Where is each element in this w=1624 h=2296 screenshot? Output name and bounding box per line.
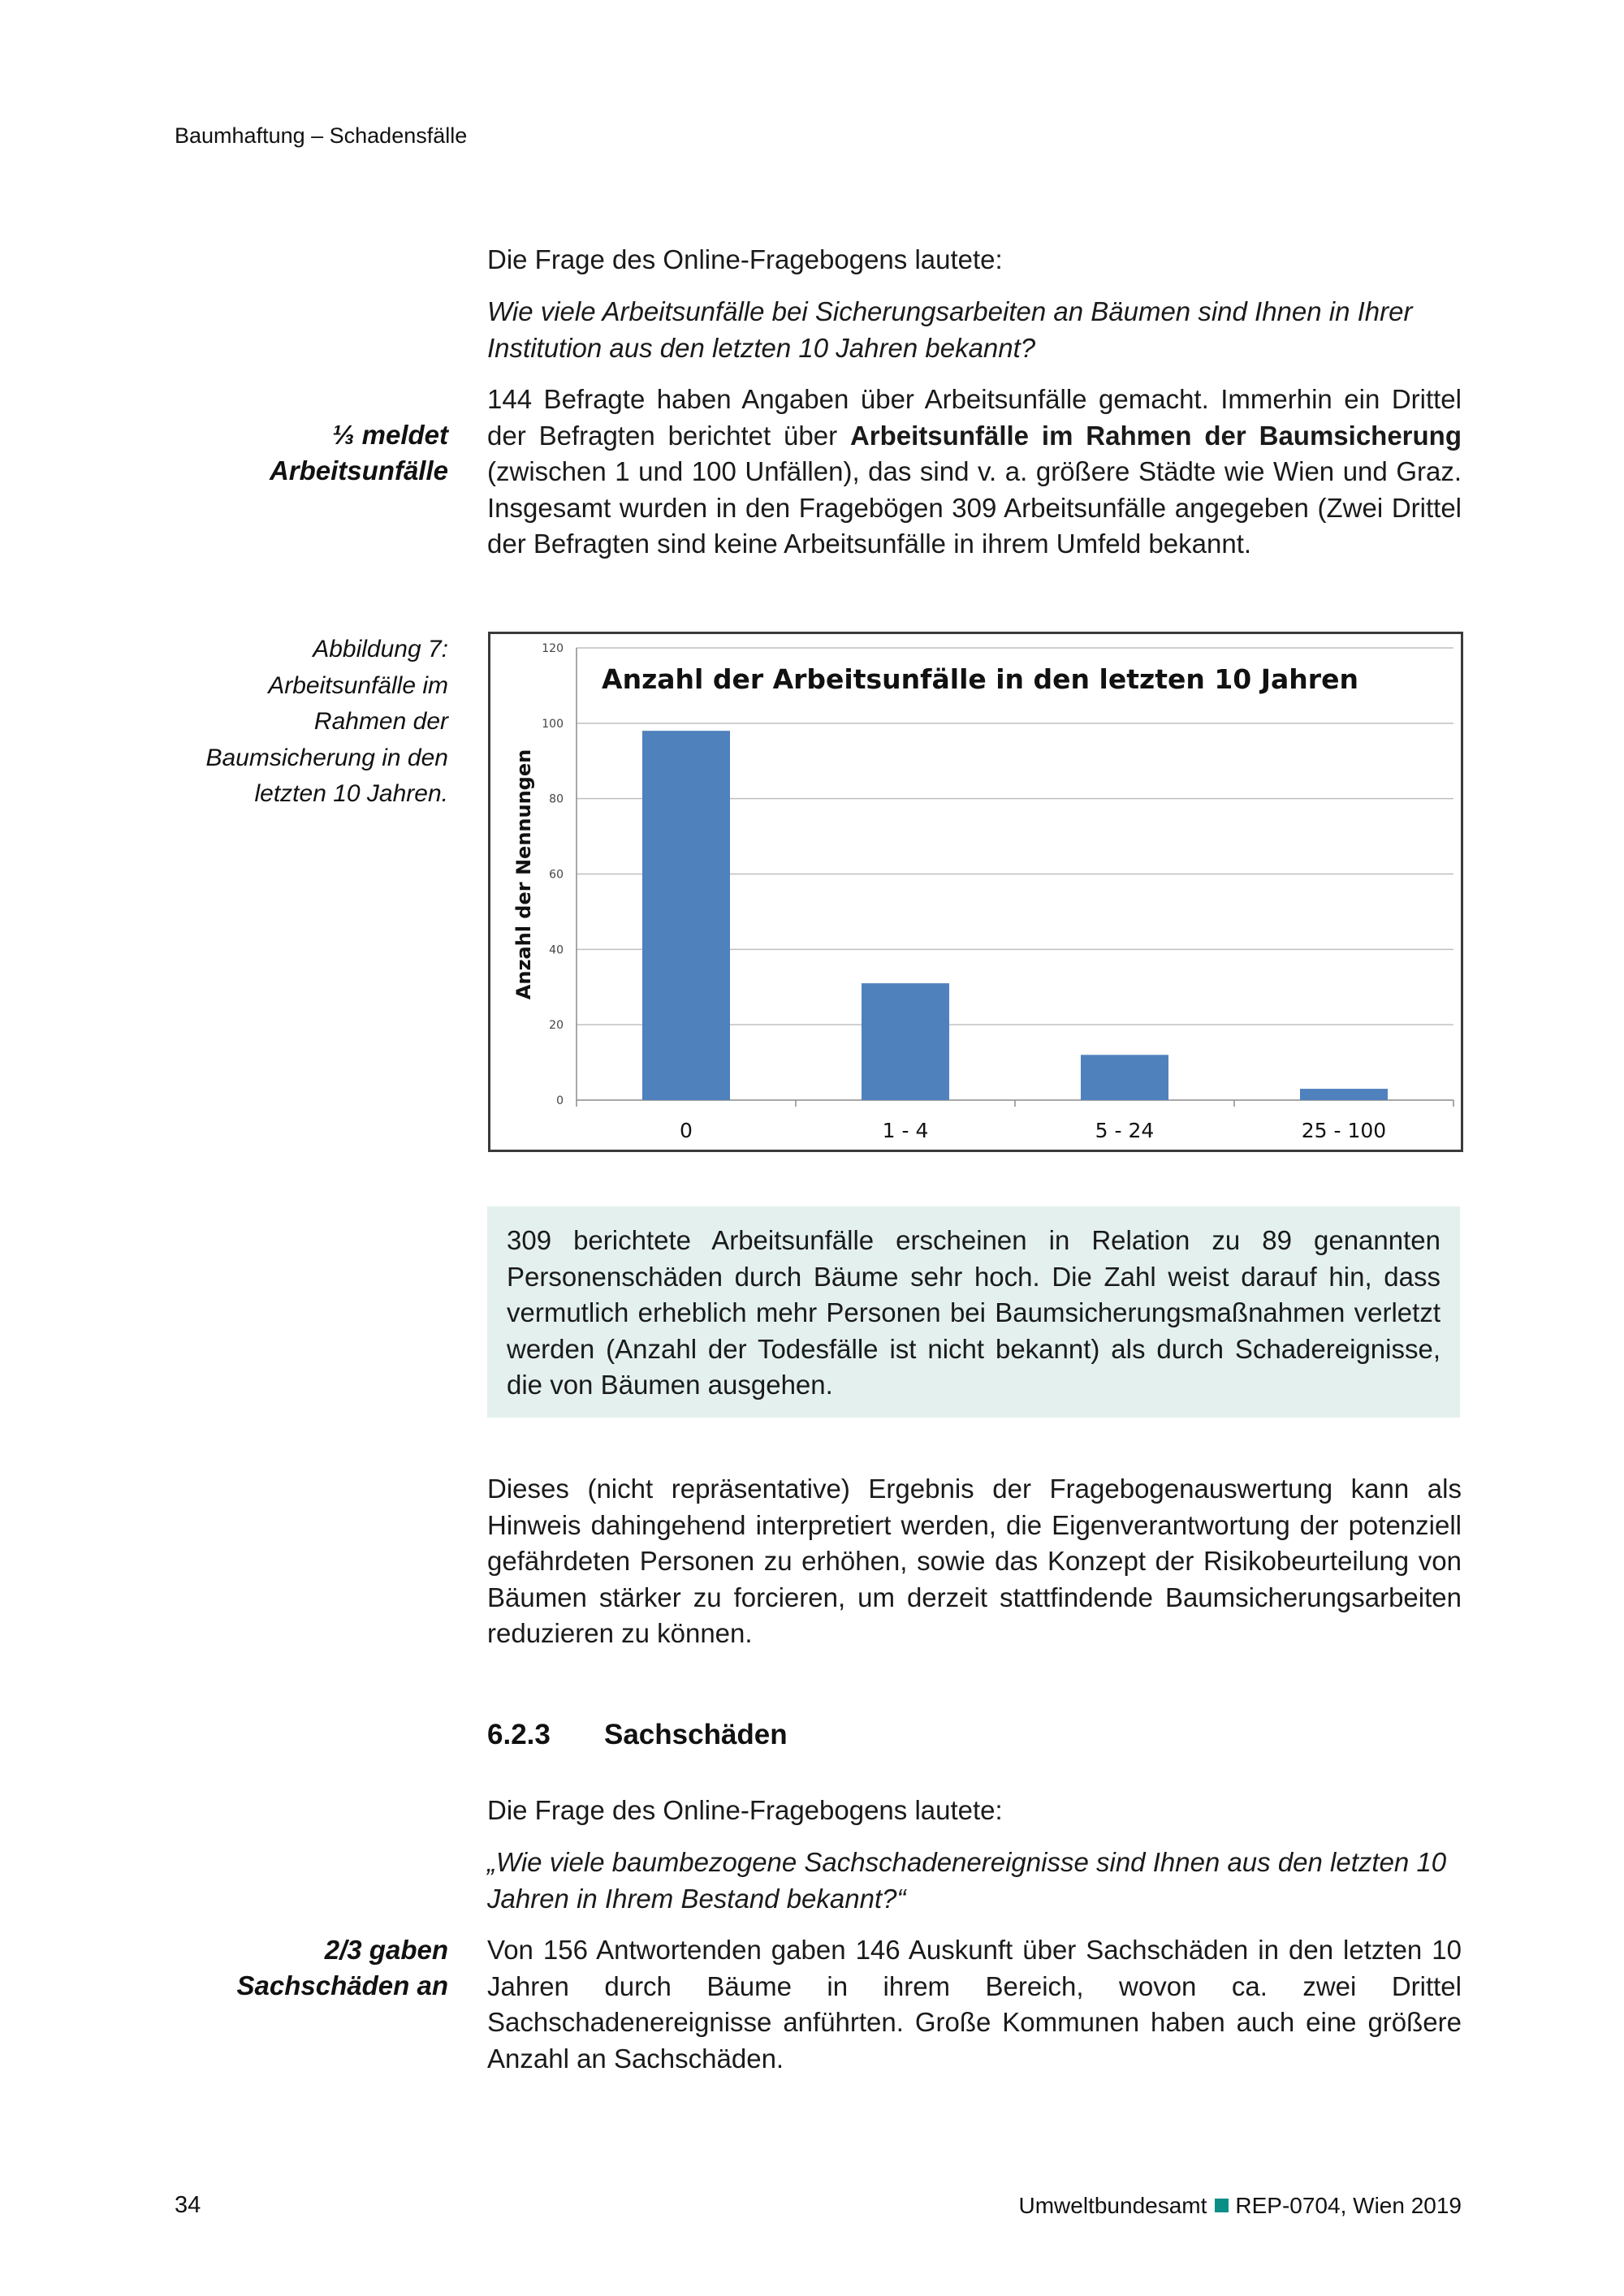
footer-publisher: Umweltbundesamt bbox=[1018, 2193, 1207, 2218]
y-tick-label: 60 bbox=[549, 868, 564, 882]
y-tick-label: 40 bbox=[549, 943, 564, 957]
section-number: 6.2.3 bbox=[487, 1719, 551, 1750]
x-tick-label: 25 - 100 bbox=[1301, 1119, 1387, 1142]
x-tick-label: 1 - 4 bbox=[882, 1119, 929, 1142]
caption-line: Arbeitsunfälle im bbox=[268, 671, 448, 699]
y-tick-label: 80 bbox=[549, 792, 564, 806]
paragraph-emphasis: Arbeitsunfälle im Rahmen der Baumsicherung bbox=[849, 420, 1462, 451]
accidents-paragraph bbox=[487, 382, 1462, 563]
x-tick-label: 5 - 24 bbox=[1095, 1119, 1155, 1142]
margin-note-property bbox=[162, 1932, 448, 2004]
y-tick-label: 20 bbox=[549, 1019, 564, 1033]
footer-report: REP-0704, Wien 2019 bbox=[1235, 2193, 1462, 2218]
margin-note-line: Arbeitsunfälle bbox=[269, 455, 448, 486]
y-axis-label: Anzahl der Nennungen bbox=[512, 749, 535, 1000]
margin-note-line: Sachschäden an bbox=[236, 1970, 448, 2000]
chart-frame bbox=[488, 632, 1463, 1152]
y-tick-label: 100 bbox=[542, 717, 564, 731]
bar-chart bbox=[490, 634, 1461, 1150]
question-intro: Die Frage des Online-Fragebogens lautete: bbox=[487, 244, 1003, 274]
section-heading bbox=[487, 1719, 788, 1751]
bar-3 bbox=[1081, 1055, 1168, 1100]
footer-square-icon bbox=[1215, 2199, 1229, 2212]
highlight-box: 309 berichtete Arbeitsunfälle erscheinen in Relation zu 89 genannten Personenschäden durch Bäume sehr hoch. Die Zahl weist darauf hin, dass vermutlich erheblich mehr Personen bei Baumsicherungsmaßnahmen verletzt werden (Anzahl der Todesfälle ist nicht bekannt) als durch Schadereignisse, die von Bäumen ausgehen. bbox=[487, 1206, 1460, 1418]
survey-question: Wie viele Arbeitsunfälle bei Sicherungsarbeiten an Bäumen sind Ihnen in Ihrer Institution aus den letzten 10 Jahren bekannt? bbox=[487, 296, 1413, 363]
figure-caption bbox=[162, 632, 448, 813]
chart-title: Anzahl der Arbeitsunfälle in den letzten 10 Jahren bbox=[602, 663, 1358, 695]
x-tick-label: 0 bbox=[680, 1119, 693, 1142]
margin-note-accidents bbox=[162, 417, 448, 489]
paragraph-text: 144 Befragte haben Angaben über Arbeitsunfälle gemacht. Immerhin ein Drittel der Befragten berichtet über bbox=[487, 384, 1462, 451]
property-damage-paragraph: Von 156 Antwortenden gaben 146 Auskunft über Sachschäden in den letzten 10 Jahren durch Bäume in ihrem Bereich, wovon ca. zwei Drittel Sachschadenereignisse anführten. Große Kommunen haben auch eine größere Anzahl an Sachschäden. bbox=[487, 1935, 1462, 2074]
caption-line: Baumsicherung in den bbox=[205, 744, 448, 771]
paragraph-text: (zwischen 1 und 100 Unfällen), das sind v. a. größere Städte wie Wien und Graz. Insgesamt wurden in den Fragebögen 309 Arbeitsunfälle angegeben (Zwei Drittel der Befragten sind keine Arbeitsunfälle in ihrem Umfeld bekannt. bbox=[487, 456, 1462, 559]
conclusion-paragraph: Dieses (nicht repräsentative) Ergebnis der Fragebogenauswertung kann als Hinweis dahingehend interpretiert werden, die Eigenverantwortung der potenziell gefährdeten Personen zu erhöhen, sowie das Konzept der Risikobeurteilung von Bäumen stärker zu forcieren, um derzeit stattfindende Baumsicherungsarbeiten reduzieren zu können. bbox=[487, 1474, 1462, 1648]
y-tick-label: 0 bbox=[556, 1094, 564, 1107]
bar-4 bbox=[1300, 1089, 1388, 1100]
margin-note-line: 2/3 gaben bbox=[324, 1935, 448, 1965]
section-survey-question: „Wie viele baumbezogene Sachschadenereignisse sind Ihnen aus den letzten 10 Jahren in Ihrem Bestand bekannt?“ bbox=[487, 1847, 1447, 1914]
caption-line: Rahmen der bbox=[313, 708, 448, 735]
section-question-intro: Die Frage des Online-Fragebogens lautete: bbox=[487, 1795, 1003, 1825]
bar-1 bbox=[642, 731, 730, 1100]
caption-line: Abbildung 7: bbox=[313, 636, 448, 662]
page-number: 34 bbox=[175, 2192, 201, 2218]
footer-publication bbox=[1019, 2193, 1462, 2219]
running-header: Baumhaftung – Schadensfälle bbox=[175, 123, 468, 148]
bar-2 bbox=[862, 983, 949, 1100]
section-title: Sachschäden bbox=[604, 1719, 788, 1750]
margin-note-line: ⅓ meldet bbox=[331, 420, 448, 450]
caption-line: letzten 10 Jahren. bbox=[254, 780, 448, 807]
y-tick-label: 120 bbox=[542, 642, 564, 655]
